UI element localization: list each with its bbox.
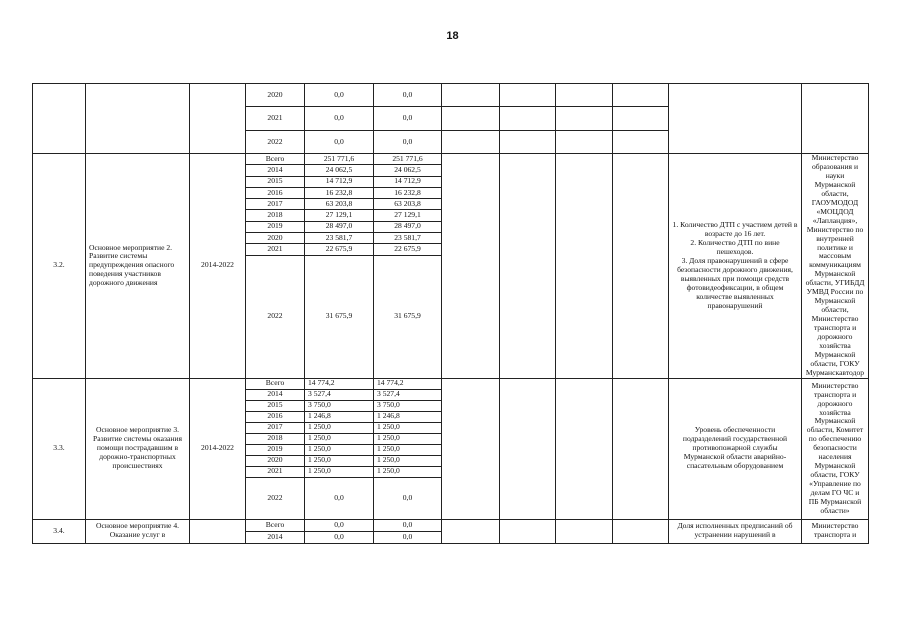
cell-regional: 0,0	[374, 519, 442, 531]
cell-year: 2022	[246, 131, 305, 154]
table-row	[33, 84, 869, 107]
cell-regional: 1 250,0	[374, 455, 442, 466]
cell-total: 1 250,0	[305, 455, 374, 466]
cell-empty	[442, 154, 500, 379]
cell-name	[86, 84, 190, 154]
cell-empty	[556, 131, 613, 154]
cell-total: 31 675,9	[305, 255, 374, 378]
cell-year: 2021	[246, 244, 305, 255]
cell-total: 24 062,5	[305, 165, 374, 176]
cell-year: 2017	[246, 422, 305, 433]
cell-empty	[556, 378, 613, 519]
cell-empty	[500, 107, 556, 131]
cell-total: 63 203,8	[305, 199, 374, 210]
cell-total: 251 771,6	[305, 154, 374, 165]
cell-period	[190, 84, 246, 154]
cell-empty	[500, 519, 556, 543]
table-row	[33, 154, 869, 165]
cell-regional: 0,0	[374, 107, 442, 131]
section-period: 2014-2022	[190, 154, 246, 379]
cell-year: 2014	[246, 531, 305, 543]
cell-regional: 14 774,2	[374, 378, 442, 389]
cell-total: 1 250,0	[305, 444, 374, 455]
cell-empty	[613, 107, 669, 131]
cell-regional: 1 250,0	[374, 433, 442, 444]
cell-empty	[442, 131, 500, 154]
cell-year: 2020	[246, 455, 305, 466]
cell-total: 22 675,9	[305, 244, 374, 255]
section-number: 3.4.	[33, 519, 86, 543]
cell-regional: 1 250,0	[374, 466, 442, 477]
cell-year: 2015	[246, 400, 305, 411]
cell-year: 2014	[246, 165, 305, 176]
cell-year: 2021	[246, 466, 305, 477]
section-period	[190, 519, 246, 543]
section-name: Основное мероприятие 3. Развитие системы оказания помощи пострадавшим в дорожно-транспортных происшествиях	[86, 378, 190, 519]
cell-year: Всего	[246, 519, 305, 531]
cell-year: 2021	[246, 107, 305, 131]
cell-empty	[442, 519, 500, 543]
cell-num	[33, 84, 86, 154]
section-executors: Министерство образования и науки Мурманской области, ГАОУМОДОД «МОЦДОД «Лапландия», Министерство по внутренней политике и массовым коммуникациям Мурманской области, УГИБДД УМВД России по Мурманской области, Министерство транспорта и дорожного хозяйства Мурманской области, ГОКУ Мурманскавтодор	[802, 154, 869, 379]
cell-regional: 14 712,9	[374, 176, 442, 187]
cell-regional: 22 675,9	[374, 244, 442, 255]
cell-regional: 1 246,8	[374, 411, 442, 422]
cell-regional: 23 581,7	[374, 232, 442, 243]
cell-total: 0,0	[305, 84, 374, 107]
cell-regional: 0,0	[374, 477, 442, 519]
section-indicators: Доля исполненных предписаний об устранении нарушений в	[669, 519, 802, 543]
cell-regional: 0,0	[374, 84, 442, 107]
cell-year: 2022	[246, 477, 305, 519]
cell-regional: 63 203,8	[374, 199, 442, 210]
cell-total: 27 129,1	[305, 210, 374, 221]
cell-total: 1 246,8	[305, 411, 374, 422]
table-row	[33, 378, 869, 389]
section-name: Основное мероприятие 4. Оказание услуг в	[86, 519, 190, 543]
cell-empty	[500, 154, 556, 379]
cell-regional: 0,0	[374, 531, 442, 543]
cell-total: 14 712,9	[305, 176, 374, 187]
cell-regional: 27 129,1	[374, 210, 442, 221]
cell-regional: 1 250,0	[374, 422, 442, 433]
cell-year: 2015	[246, 176, 305, 187]
cell-year: 2020	[246, 84, 305, 107]
cell-year: Всего	[246, 154, 305, 165]
cell-executors	[802, 84, 869, 154]
cell-regional: 31 675,9	[374, 255, 442, 378]
cell-year: 2014	[246, 389, 305, 400]
cell-empty	[556, 84, 613, 107]
cell-total: 3 750,0	[305, 400, 374, 411]
cell-empty	[613, 131, 669, 154]
cell-year: 2019	[246, 221, 305, 232]
cell-total: 0,0	[305, 531, 374, 543]
cell-total: 28 497,0	[305, 221, 374, 232]
cell-total: 1 250,0	[305, 433, 374, 444]
cell-regional: 3 750,0	[374, 400, 442, 411]
section-executors: Министерство транспорта и	[802, 519, 869, 543]
section-number: 3.2.	[33, 154, 86, 379]
cell-total: 1 250,0	[305, 466, 374, 477]
cell-year: Всего	[246, 378, 305, 389]
cell-total: 0,0	[305, 477, 374, 519]
cell-regional: 28 497,0	[374, 221, 442, 232]
cell-empty	[613, 84, 669, 107]
cell-empty	[442, 378, 500, 519]
cell-total: 23 581,7	[305, 232, 374, 243]
cell-regional: 251 771,6	[374, 154, 442, 165]
cell-empty	[613, 154, 669, 379]
cell-year: 2020	[246, 232, 305, 243]
section-number: 3.3.	[33, 378, 86, 519]
section-indicators: Уровень обеспеченности подразделений государственной противопожарной службы Мурманской области аварийно-спасательным оборудованием	[669, 378, 802, 519]
cell-empty	[500, 84, 556, 107]
cell-empty	[556, 154, 613, 379]
cell-indicators	[669, 84, 802, 154]
cell-total: 3 527,4	[305, 389, 374, 400]
cell-empty	[442, 107, 500, 131]
cell-year: 2022	[246, 255, 305, 378]
program-table	[32, 83, 869, 544]
cell-year: 2018	[246, 433, 305, 444]
cell-year: 2016	[246, 411, 305, 422]
cell-regional: 3 527,4	[374, 389, 442, 400]
section-indicators: 1. Количество ДТП с участием детей в возрасте до 16 лет. 2. Количество ДТП по вине пешеходов. 3. Доля правонарушений в сфере безопасности дорожного движения, выявленных при помощи средств фотовидеофиксации, в общем количестве выявленных правонарушений	[669, 154, 802, 379]
cell-year: 2016	[246, 187, 305, 198]
cell-regional: 1 250,0	[374, 444, 442, 455]
cell-total: 0,0	[305, 107, 374, 131]
cell-empty	[556, 519, 613, 543]
page-number: 18	[446, 30, 459, 42]
table-row	[33, 519, 869, 531]
section-period: 2014-2022	[190, 378, 246, 519]
cell-total: 16 232,8	[305, 187, 374, 198]
cell-total: 0,0	[305, 519, 374, 531]
cell-empty	[613, 378, 669, 519]
cell-empty	[500, 378, 556, 519]
section-name: Основное мероприятие 2. Развитие системы предупреждения опасного поведения участников дорожного движения	[86, 154, 190, 379]
cell-empty	[500, 131, 556, 154]
cell-empty	[556, 107, 613, 131]
cell-empty	[442, 84, 500, 107]
section-executors: Министерство транспорта и дорожного хозяйства Мурманской области, Комитет по обеспечению безопасности населения Мурманской области, ГОКУ «Управление по делам ГО ЧС и ПБ Мурманской области»	[802, 378, 869, 519]
cell-regional: 16 232,8	[374, 187, 442, 198]
cell-year: 2018	[246, 210, 305, 221]
cell-total: 1 250,0	[305, 422, 374, 433]
cell-year: 2017	[246, 199, 305, 210]
cell-year: 2019	[246, 444, 305, 455]
cell-empty	[613, 519, 669, 543]
cell-total: 0,0	[305, 131, 374, 154]
cell-total: 14 774,2	[305, 378, 374, 389]
cell-regional: 24 062,5	[374, 165, 442, 176]
cell-regional: 0,0	[374, 131, 442, 154]
